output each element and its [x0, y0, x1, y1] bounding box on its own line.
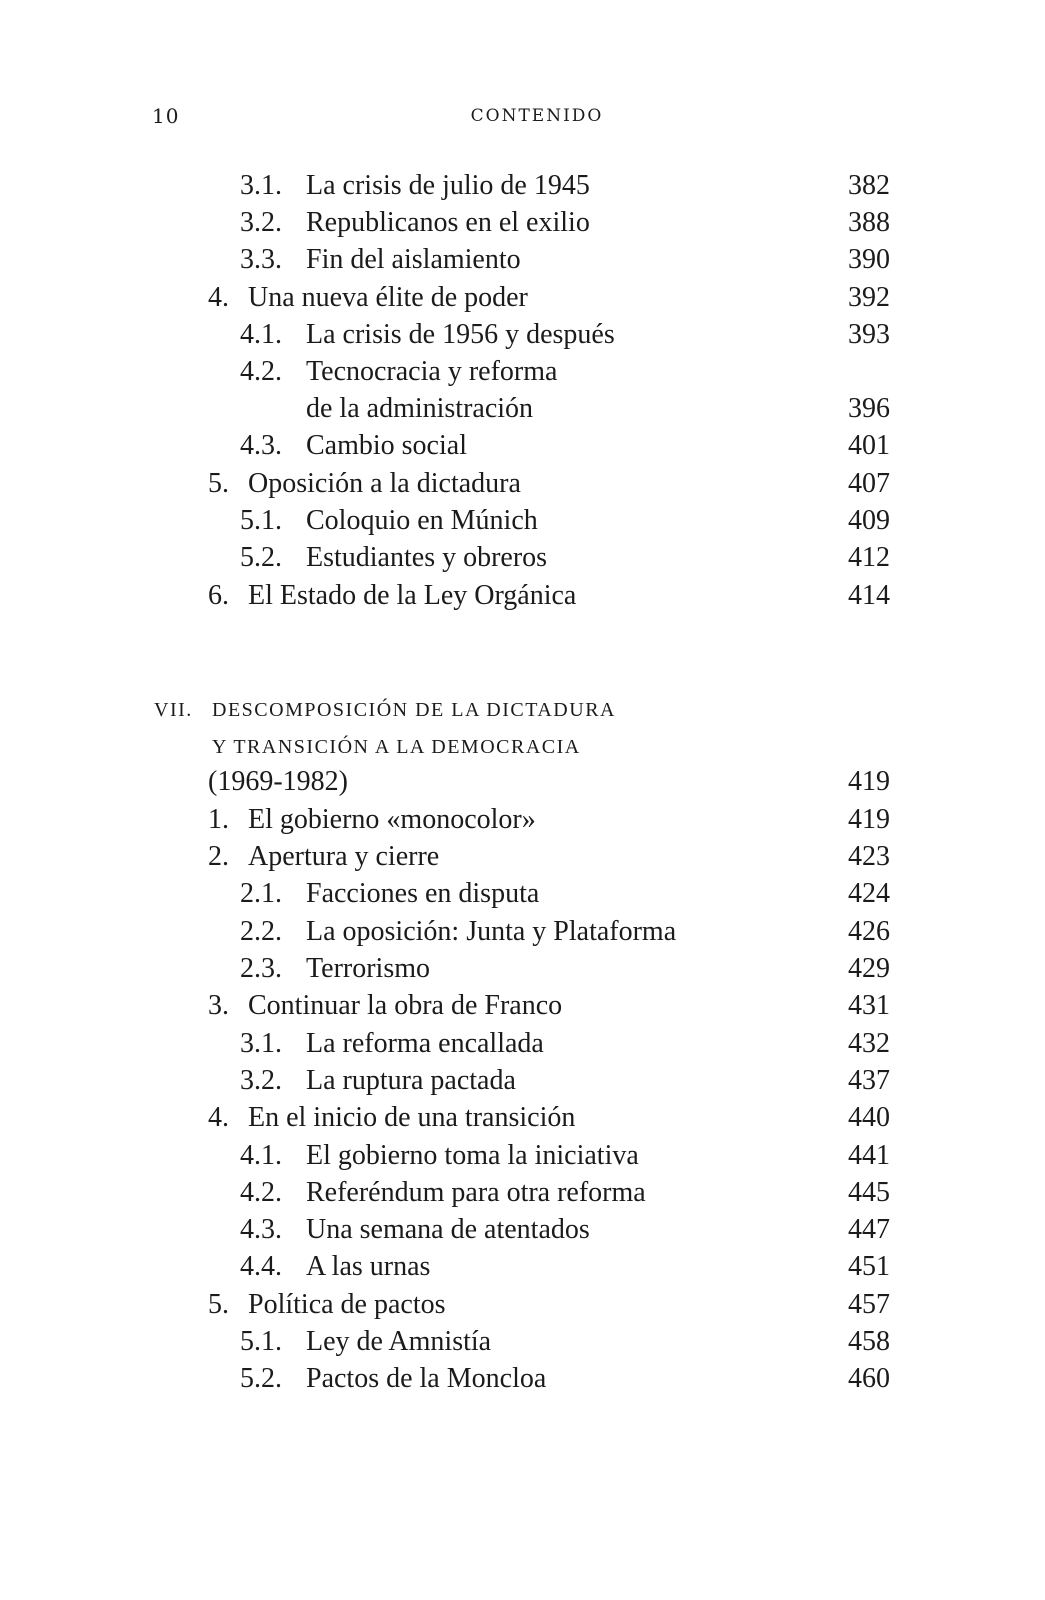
- page-number: 10: [152, 104, 180, 128]
- entry-page: 432: [848, 1028, 890, 1059]
- entry-number: 2.3.: [240, 953, 282, 984]
- entry-title: Republicanos en el exilio: [306, 207, 590, 238]
- entry-number: 3.3.: [240, 244, 282, 275]
- entry-title: Una nueva élite de poder: [248, 282, 528, 313]
- entry-title: Fin del aislamiento: [306, 244, 521, 275]
- entry-number: 1.: [208, 804, 229, 835]
- entry-page: 447: [848, 1214, 890, 1245]
- entry-title: Continuar la obra de Franco: [248, 990, 563, 1021]
- entry-title: Pactos de la Moncloa: [306, 1363, 547, 1394]
- entry-page: 407: [848, 468, 890, 499]
- entry-page: 393: [848, 319, 890, 350]
- entry-number: 4.: [208, 282, 229, 313]
- entry-number: 3.1.: [240, 1028, 282, 1059]
- entry-page: 451: [848, 1251, 890, 1282]
- entry-number: 5.: [208, 1289, 229, 1320]
- entry-number: 4.2.: [240, 356, 282, 387]
- entry-title: Oposición a la dictadura: [248, 468, 521, 499]
- entry-number: 3.: [208, 990, 229, 1021]
- entry-number: 2.: [208, 841, 229, 872]
- entry-number: 5.: [208, 468, 229, 499]
- entry-page: 409: [848, 505, 890, 536]
- entry-number: 3.1.: [240, 170, 282, 201]
- entry-page: 460: [848, 1363, 890, 1394]
- entry-title: El gobierno «monocolor»: [248, 804, 536, 835]
- entry-page: 441: [848, 1140, 890, 1171]
- entry-title: Facciones en disputa: [306, 878, 540, 909]
- entry-title: La ruptura pactada: [306, 1065, 516, 1096]
- entry-number: 5.2.: [240, 1363, 282, 1394]
- entry-page: 388: [848, 207, 890, 238]
- entry-title: Ley de Amnistía: [306, 1326, 492, 1357]
- entry-number: 4.3.: [240, 1214, 282, 1245]
- entry-page: 426: [848, 916, 890, 947]
- entry-title: A las urnas: [306, 1251, 431, 1282]
- entry-number: 2.1.: [240, 878, 282, 909]
- entry-page: 431: [848, 990, 890, 1021]
- entry-number: 5.2.: [240, 542, 282, 573]
- entry-title: Apertura y cierre: [248, 841, 440, 872]
- entry-number: 4.1.: [240, 1140, 282, 1171]
- entry-page: 423: [848, 841, 890, 872]
- entry-title: Referéndum para otra reforma: [306, 1177, 646, 1208]
- entry-page: 392: [848, 282, 890, 313]
- entry-page: 414: [848, 580, 890, 611]
- entry-number: 3.2.: [240, 1065, 282, 1096]
- entry-number: 2.2.: [240, 916, 282, 947]
- entry-title: Coloquio en Múnich: [306, 505, 538, 536]
- entry-number: 3.2.: [240, 207, 282, 238]
- entry-title: Política de pactos: [248, 1289, 446, 1320]
- entry-title-continued: de la administración: [306, 393, 534, 424]
- entry-page: 401: [848, 430, 890, 461]
- entry-page: 412: [848, 542, 890, 573]
- entry-title: La reforma encallada: [306, 1028, 544, 1059]
- entry-page: 440: [848, 1102, 890, 1133]
- entry-page: 458: [848, 1326, 890, 1357]
- entry-title: La crisis de julio de 1945: [306, 170, 590, 201]
- entry-number: 4.4.: [240, 1251, 282, 1282]
- entry-page: 382: [848, 170, 890, 201]
- entry-title: La oposición: Junta y Plataforma: [306, 916, 677, 947]
- entry-title: Terrorismo: [306, 953, 431, 984]
- entry-number: 4.3.: [240, 430, 282, 461]
- chapter-title-line1[interactable]: DESCOMPOSICIÓN DE LA DICTADURA: [212, 699, 616, 721]
- entry-page: 424: [848, 878, 890, 909]
- entry-page: 445: [848, 1177, 890, 1208]
- entry-page: 419: [848, 804, 890, 835]
- entry-title: El Estado de la Ley Orgánica: [248, 580, 577, 611]
- entry-page: 437: [848, 1065, 890, 1096]
- entry-title: En el inicio de una transición: [248, 1102, 576, 1133]
- entry-page: 429: [848, 953, 890, 984]
- entry-title: Tecnocracia y reforma: [306, 356, 558, 387]
- entry-title: El gobierno toma la iniciativa: [306, 1140, 639, 1171]
- entry-number: 4.1.: [240, 319, 282, 350]
- running-head: CONTENIDO: [470, 106, 604, 126]
- entry-number: 5.1.: [240, 1326, 282, 1357]
- entry-number: 5.1.: [240, 505, 282, 536]
- entry-title: Estudiantes y obreros: [306, 542, 548, 573]
- chapter-page: 419: [848, 766, 890, 797]
- entry-number: 6.: [208, 580, 229, 611]
- entry-page: 457: [848, 1289, 890, 1320]
- entry-title: Cambio social: [306, 430, 467, 461]
- entry-page: 396: [848, 393, 890, 424]
- entry-page: 390: [848, 244, 890, 275]
- entry-title: La crisis de 1956 y después: [306, 319, 615, 350]
- chapter-title-line2[interactable]: Y TRANSICIÓN A LA DEMOCRACIA: [212, 736, 581, 758]
- chapter-dates-text: (1969-1982): [208, 766, 348, 797]
- entry-number: 4.2.: [240, 1177, 282, 1208]
- page-header: [152, 104, 892, 134]
- chapter-numeral: VII.: [154, 699, 193, 721]
- entry-number: 4.: [208, 1102, 229, 1133]
- entry-title: Una semana de atentados: [306, 1214, 590, 1245]
